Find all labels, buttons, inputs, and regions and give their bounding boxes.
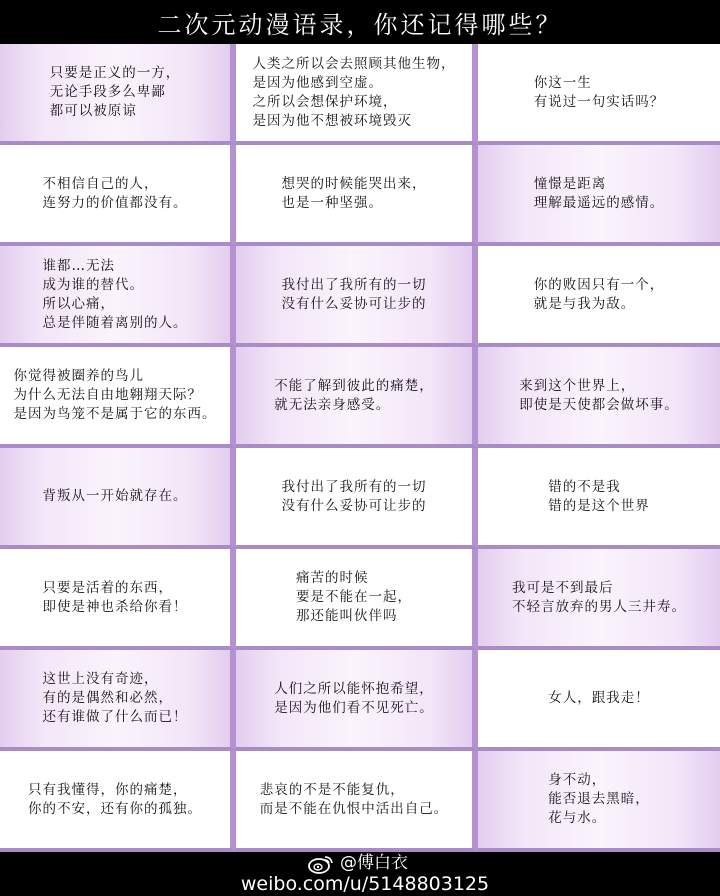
quote-card	[236, 347, 478, 448]
quote-text: 错的不是我 错的是这个世界	[548, 478, 650, 514]
quote-text: 只要是活着的东西， 即使是神也杀给你看！	[42, 579, 188, 615]
quote-text: 悲哀的不是不能复仇， 而是不能在仇恨中活出自己。	[259, 781, 449, 817]
quote-card	[0, 44, 236, 145]
quote-text: 女人，跟我走！	[548, 690, 650, 706]
quote-card	[478, 448, 720, 549]
quote-text: 只有我懂得，你的痛楚， 你的不安，还有你的孤独。	[28, 781, 202, 817]
quote-card	[236, 44, 478, 145]
quote-card	[478, 549, 720, 650]
quote-card	[236, 650, 478, 751]
page-title: 二次元动漫语录，你还记得哪些？	[157, 10, 563, 39]
quote-text: 想哭的时候能哭出来， 也是一种坚强。	[281, 175, 427, 211]
quote-card	[0, 246, 236, 347]
quote-card	[236, 549, 478, 650]
quote-text: 憧憬是距离 理解最遥远的感情。	[533, 175, 665, 211]
quote-grid	[0, 44, 720, 852]
quote-card	[0, 347, 236, 448]
quote-text: 人类之所以会去照顾其他生物， 是因为他感到空虚。 之所以会想保护环境， 是因为他不想被环境毁灭	[252, 55, 456, 129]
quote-text: 我付出了我所有的一切 没有什么妥协可让步的	[281, 478, 427, 514]
quote-card	[236, 246, 478, 347]
quote-text: 人们之所以能怀抱希望， 是因为他们看不见死亡。	[274, 680, 434, 716]
quote-card	[0, 751, 236, 852]
quote-text: 痛苦的时候 要是不能在一起， 那还能叫伙伴吗	[296, 570, 412, 624]
quote-text: 背叛从一开始就存在。	[42, 488, 188, 504]
quote-card	[478, 751, 720, 852]
quote-text: 你的败因只有一个， 就是与我为敌。	[533, 276, 665, 312]
quote-card	[236, 145, 478, 246]
quote-card	[0, 549, 236, 650]
quote-text: 我可是不到最后 不轻言放弃的男人三井寿。	[512, 579, 686, 615]
quote-text: 身不动， 能否退去黑暗， 花与水。	[548, 772, 650, 826]
quote-text: 不相信自己的人， 连努力的价值都没有。	[42, 175, 188, 211]
quote-card	[0, 650, 236, 751]
quote-card	[478, 145, 720, 246]
quote-text: 只要是正义的一方， 无论手段多么卑鄙 都可以被原谅	[49, 65, 181, 119]
quote-text: 你觉得被圈养的鸟儿 为什么无法自由地翱翔天际？ 是因为鸟笼不是属于它的东西。	[13, 368, 217, 422]
quote-text: 来到这个世界上， 即使是天使都会做坏事。	[519, 377, 679, 413]
quote-card	[236, 751, 478, 852]
quote-text: 我付出了我所有的一切 没有什么妥协可让步的	[281, 276, 427, 312]
quote-text: 你这一生 有说过一句实话吗？	[533, 74, 665, 110]
quote-text: 不能了解到彼此的痛楚， 就无法亲身感受。	[274, 377, 434, 413]
quote-card	[478, 246, 720, 347]
quote-card	[478, 347, 720, 448]
weibo-icon	[308, 854, 334, 874]
author-handle: @傅白衣	[340, 853, 408, 873]
quote-card	[0, 448, 236, 549]
quote-text: 谁都…无法 成为谁的替代。 所以心痛， 总是伴随着离别的人。	[42, 257, 188, 331]
footer-watermark	[0, 852, 720, 896]
quote-card	[478, 650, 720, 751]
quote-card	[236, 448, 478, 549]
quote-text: 这世上没有奇迹， 有的是偶然和必然， 还有谁做了什么而已！	[42, 671, 188, 725]
author-url: weibo.com/u/5148803125	[240, 873, 490, 895]
quote-card	[478, 44, 720, 145]
quote-card	[0, 145, 236, 246]
